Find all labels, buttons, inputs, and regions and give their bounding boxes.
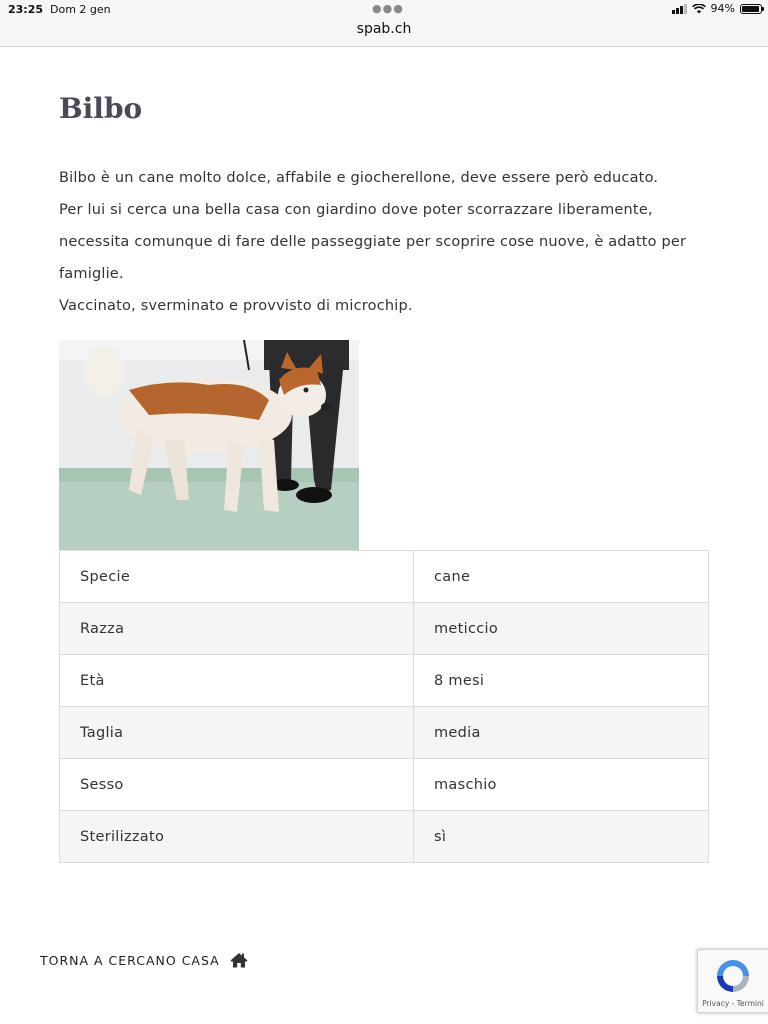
cellular-signal-icon [672,4,687,14]
status-date: Dom 2 gen [50,3,111,16]
table-row [60,811,709,863]
back-to-adoption-link[interactable] [40,952,248,968]
recaptcha-badge[interactable] [697,949,768,1013]
table-row [60,551,709,603]
table-row [60,707,709,759]
status-indicators [672,2,762,15]
detail-value: sì [414,811,709,863]
detail-label: Razza [60,603,414,655]
table-row [60,655,709,707]
recaptcha-logo-icon [713,956,753,996]
wifi-icon [692,4,706,14]
table-row [60,759,709,811]
detail-label: Taglia [60,707,414,759]
battery-percent: 94% [710,2,735,15]
table-row [60,603,709,655]
detail-label: Età [60,655,414,707]
browser-status-bar [0,0,768,47]
description-paragraph: Vaccinato, sverminato e provvisto di microchip. [59,298,413,314]
address-bar-url[interactable]: spab.ch [356,21,412,37]
animal-details-table [59,550,709,863]
detail-value: 8 mesi [414,655,709,707]
description-paragraph: Bilbo è un cane molto dolce, affabile e giocherellone, deve essere però educato. [59,170,659,186]
detail-label: Specie [60,551,414,603]
animal-description [59,162,709,322]
page-title: Bilbo [59,92,143,125]
dog-photo [59,340,359,550]
home-icon [230,952,248,968]
status-time: 23:25 [8,3,44,16]
battery-icon [740,4,762,14]
recaptcha-links[interactable]: Privacy - Termini [702,999,764,1008]
description-paragraph: Per lui si cerca una bella casa con giardino dove poter scorrazzare liberamente, necessita comunque di fare delle passeggiate per scoprire cose nuove, è adatto per famiglie. [59,202,687,282]
detail-value: media [414,707,709,759]
multitask-dots-icon[interactable]: ●●● [372,2,404,15]
detail-value: cane [414,551,709,603]
detail-label: Sterilizzato [60,811,414,863]
detail-label: Sesso [60,759,414,811]
back-link-label: TORNA A CERCANO CASA [40,952,220,968]
detail-value: meticcio [414,603,709,655]
detail-value: maschio [414,759,709,811]
